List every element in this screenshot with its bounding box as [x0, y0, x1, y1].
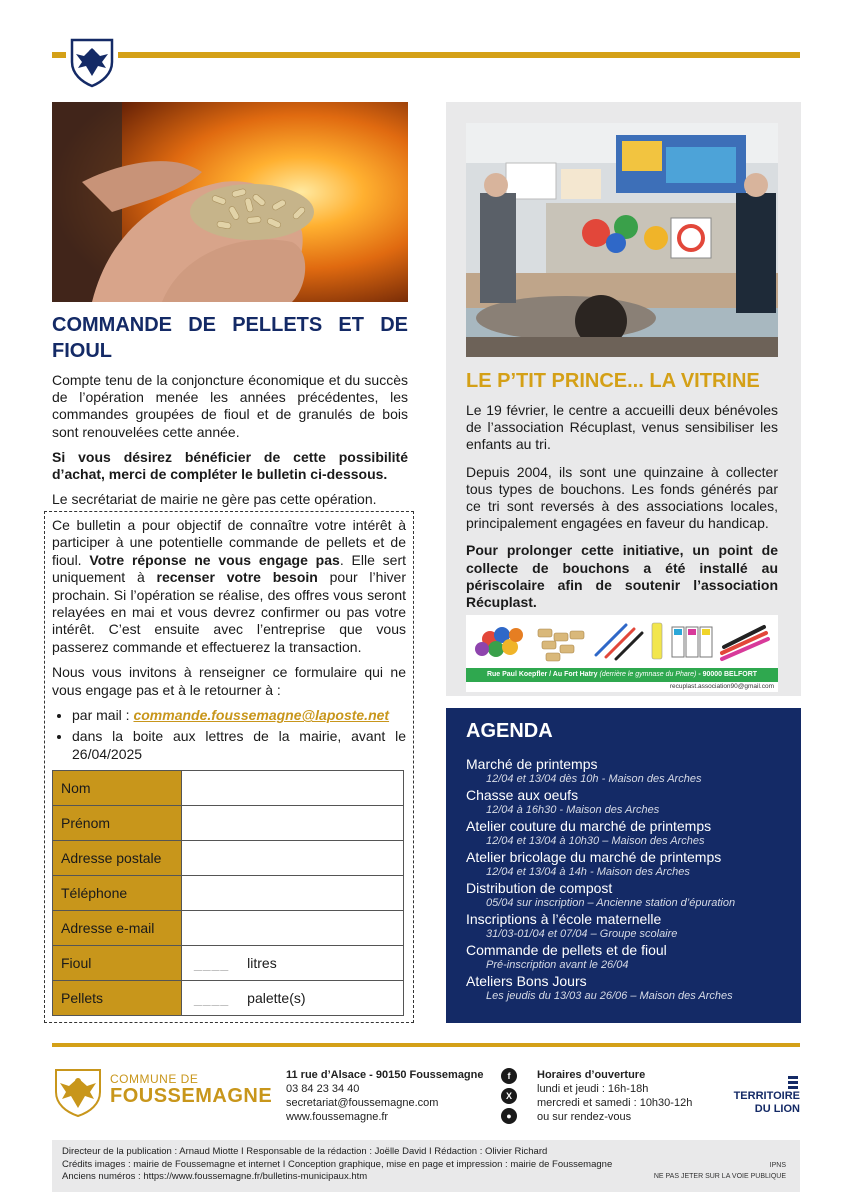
unit-label: palette(s)	[247, 990, 306, 1006]
classroom-photo	[466, 123, 778, 357]
agenda-title: AGENDA	[466, 720, 553, 742]
agenda-item	[466, 787, 796, 818]
agenda-event-name: Distribution de compost	[466, 880, 613, 896]
text-run: Rue Paul Koepfler / Au Fort Hatry	[486, 671, 600, 678]
text-run-bold: Votre réponse ne vous engage pas	[89, 551, 340, 568]
website-link[interactable]: www.foussemagne.fr	[286, 1111, 389, 1123]
paragraph-bold: Pour prolonger cette initiative, un point de collecte de bouchons a été installé au périscolaire afin de soutenir l’association Récuplast.	[466, 542, 778, 611]
field-label: Pellets	[53, 981, 182, 1016]
phone: 03 84 23 34 40	[286, 1083, 360, 1095]
agenda-event-name: Chasse aux oeufs	[466, 787, 579, 803]
table-row	[53, 876, 404, 911]
bottle-caps-icon	[475, 627, 523, 657]
agenda-event-detail: 12/04 et 13/04 dès 10h - Maison des Arches	[486, 773, 702, 785]
agenda-item	[466, 880, 796, 911]
table-row	[53, 981, 404, 1016]
agenda-item	[466, 911, 796, 942]
commune-name: FOUSSEMAGNE	[110, 1085, 273, 1107]
pellets-article-title: COMMANDE DE PELLETS ET DE FIOUL	[52, 314, 408, 362]
credits-text	[62, 1146, 612, 1184]
hours-line: ou sur rendez-vous	[537, 1111, 632, 1123]
eagle-logo-icon	[52, 1066, 104, 1118]
order-form-text	[52, 517, 406, 767]
credits-bar	[52, 1140, 800, 1192]
agenda-event-detail: Les jeudis du 13/03 au 26/06 – Maison des Arches	[486, 990, 733, 1002]
field-label: Adresse e-mail	[53, 911, 182, 946]
agenda-event-detail: 12/04 et 13/04 à 10h30 – Maison des Arches	[486, 835, 705, 847]
agenda-item	[466, 849, 796, 880]
territoire-du-lion-logo	[720, 1090, 800, 1116]
agenda-event-detail: 12/04 et 13/04 à 14h - Maison des Arches	[486, 866, 690, 878]
text-run: . Elle sert uniquement à	[52, 551, 407, 586]
list-item: • dans la boite aux lettres de la mairie, avant le 26/04/2025	[72, 728, 406, 763]
hours-line: mercredi et samedi : 10h30-12h	[537, 1097, 693, 1109]
prince-article-body	[466, 402, 778, 621]
paragraph: Le 19 février, le centre a accueilli deux bénévoles de l’association Récuplast, venus sensibiliser les enfants au tri.	[466, 402, 778, 453]
opening-hours	[537, 1068, 692, 1124]
agenda-panel	[446, 708, 801, 1023]
contact-block	[286, 1068, 484, 1124]
agenda-event-detail: 12/04 à 16h30 - Maison des Arches	[486, 804, 660, 816]
fioul-quantity-field[interactable]	[182, 946, 404, 981]
field-label: Adresse postale	[53, 841, 182, 876]
agenda-event-detail: 31/03-01/04 et 07/04 – Groupe scolaire	[486, 928, 678, 940]
unit-label: litres	[247, 955, 277, 971]
return-methods-list	[52, 707, 406, 763]
agenda-event-detail: 05/04 sur inscription – Ancienne station d’épuration	[486, 897, 736, 909]
ipns-notice	[654, 1160, 786, 1182]
pellets-photo	[52, 102, 408, 302]
phone-field[interactable]	[182, 876, 404, 911]
agenda-event-name: Inscriptions à l’école maternelle	[466, 911, 662, 927]
text-run: pour l’hiver prochain. Si l’opération se réalise, des offres vous seront relayées en mai et vous devrez confirmer ou pas votre intérêt. C’est ensuite avec l’entreprise que vous passerez commande et effectuerez la transaction.	[52, 569, 407, 655]
hours-line: lundi et jeudi : 16h-18h	[537, 1083, 649, 1095]
logo-text: TERRITOIRE	[733, 1090, 800, 1102]
field-label: Téléphone	[53, 876, 182, 911]
field-label: Prénom	[53, 806, 182, 841]
ink-cartridges-icon	[672, 627, 712, 657]
ipns-label: IPNS	[769, 1162, 786, 1169]
agenda-item	[466, 942, 796, 973]
bars-icon	[788, 1076, 798, 1090]
recyclables-illustration	[466, 615, 778, 668]
agenda-event-name: Atelier couture du marché de printemps	[466, 818, 712, 834]
field-label: Nom	[53, 771, 182, 806]
crest-logo-icon	[66, 36, 118, 88]
prince-article-title: LE P’TIT PRINCE... LA VITRINE	[466, 370, 760, 392]
header-rule	[52, 52, 800, 58]
table-row	[53, 771, 404, 806]
table-row	[53, 911, 404, 946]
pellets-article-body	[52, 372, 408, 516]
blank-line: ____	[194, 990, 230, 1006]
text-run-bold: recenser votre besoin	[156, 569, 318, 586]
table-row	[53, 946, 404, 981]
agenda-list	[466, 756, 796, 1004]
text-run: par mail :	[72, 707, 134, 724]
recuplast-banner	[466, 615, 778, 692]
email-field[interactable]	[182, 911, 404, 946]
x-twitter-icon[interactable]: X	[501, 1088, 517, 1104]
email-link[interactable]: commande.foussemagne@laposte.net	[133, 707, 390, 724]
paragraph: Le secrétariat de mairie ne gère pas cette opération.	[52, 491, 377, 508]
banner-email: recuplast.association90@gmail.com	[669, 683, 774, 690]
commune-label: COMMUNE DE	[110, 1072, 199, 1086]
credits-line: Anciens numéros : https://www.foussemagne.fr/bulletins-municipaux.htm	[62, 1171, 368, 1182]
agenda-item	[466, 973, 796, 1004]
footer-rule	[52, 1043, 800, 1047]
credits-line: Crédits images : mairie de Foussemagne et internet I Conception graphique, mise en page et impression : mairie de Foussemagne	[62, 1158, 613, 1170]
facebook-icon[interactable]: f	[501, 1068, 517, 1084]
agenda-event-name: Marché de printemps	[466, 756, 598, 772]
agenda-event-name: Commande de pellets et de fioul	[466, 942, 667, 958]
table-row	[53, 806, 404, 841]
name-field[interactable]	[182, 771, 404, 806]
agenda-item	[466, 756, 796, 787]
paragraph: Nous vous invitons à renseigner ce formulaire qui ne vous engage pas et à le retourner à :	[52, 664, 406, 698]
first-name-field[interactable]	[182, 806, 404, 841]
felt-pens-icon	[722, 627, 768, 659]
contact-email[interactable]: secretariat@foussemagne.com	[286, 1097, 439, 1109]
pens-icon	[596, 625, 642, 659]
text-run: Ce bulletin a pour objectif de connaître votre intérêt à participer à une potentielle commande de pellets et de fioul.	[52, 517, 406, 568]
paragraph-bold: Si vous désirez bénéficier de cette possibilité d’achat, merci de compléter le bulletin ci-dessous.	[52, 448, 408, 483]
paragraph: Compte tenu de la conjoncture économique et du succès de l’opération menée les années précédentes, les commandes groupées de fioul et de granulés de bois sont renouvelées cette année.	[52, 372, 408, 440]
agenda-item	[466, 818, 796, 849]
agenda-event-name: Ateliers Bons Jours	[466, 973, 587, 989]
postal-address-field[interactable]	[182, 841, 404, 876]
corks-icon	[538, 629, 584, 661]
text-run: (derrière le gymnase du Phare)	[599, 671, 697, 678]
paragraph: Depuis 2004, ils sont une quinzaine à collecter tous types de bouchons. Les fonds générés par ce tri sont reversés à des associations locales, principalement engagées en faveur du handicap.	[466, 463, 778, 532]
text-run: - 90000 BELFORT	[696, 671, 758, 678]
hours-title: Horaires d’ouverture	[537, 1069, 646, 1081]
agenda-event-detail: Pré-inscription avant le 26/04	[486, 959, 629, 971]
address: 11 rue d’Alsace - 90150 Foussemagne	[286, 1069, 484, 1081]
table-row	[53, 841, 404, 876]
banner-address	[466, 668, 778, 682]
glue-stick-icon	[652, 623, 662, 659]
pellets-quantity-field[interactable]	[182, 981, 404, 1016]
paragraph	[52, 517, 406, 656]
credits-line: Directeur de la publication : Arnaud Miotte I Responsable de la rédaction : Joëlle David I Rédaction : Olivier Richard	[62, 1146, 548, 1157]
ipns-label: NE PAS JETER SUR LA VOIE PUBLIQUE	[653, 1173, 786, 1180]
agenda-event-name: Atelier bricolage du marché de printemps	[466, 849, 722, 865]
list-item	[72, 707, 406, 724]
chat-bubble-icon[interactable]: ●	[501, 1108, 517, 1124]
logo-text: DU LION	[754, 1103, 800, 1115]
blank-line: ____	[194, 955, 230, 971]
field-label: Fioul	[53, 946, 182, 981]
order-form-table	[52, 770, 404, 1016]
